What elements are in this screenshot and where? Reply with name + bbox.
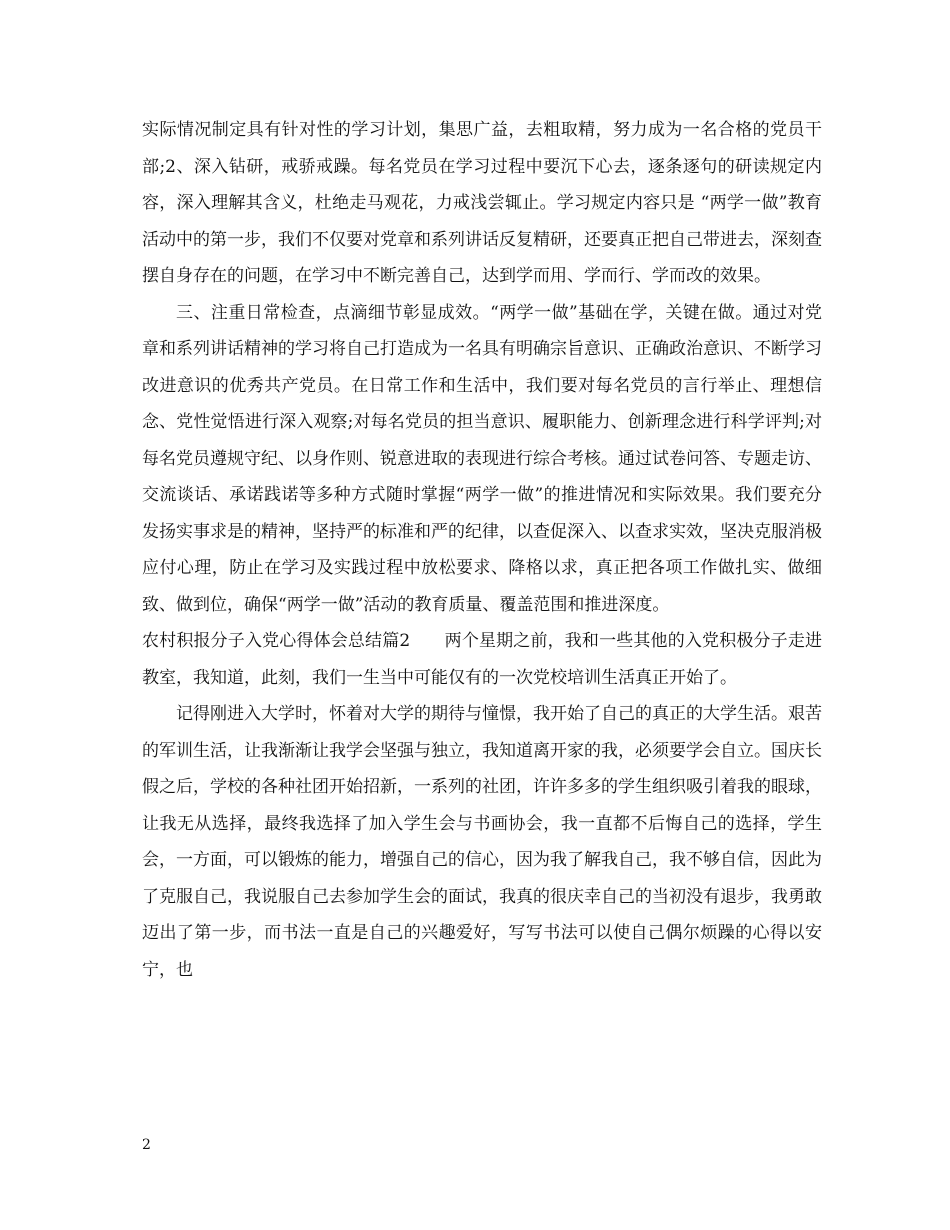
page-number: 2 [142,1137,151,1153]
paragraph-4: 记得刚进入大学时，怀着对大学的期待与憧憬，我开始了自己的真正的大学生活。艰苦的军训生活，让我渐渐让我学会坚强与独立，我知道离开家的我，必须要学会自立。国庆长假之后，学校的各种社团开始招新，一系列的社团，许许多多的学生组织吸引着我的眼球，让我无从选择，最终我选择了加入学生会与书画协会，我一直都不后悔自己的选择，学生会，一方面，可以锻炼的能力，增强自己的信心，因为我了解我自己，我不够自信，因此为了克服自己，我说服自己去参加学生会的面试，我真的很庆幸自己的当初没有退步，我勇敢迈出了第一步，而书法一直是自己的兴趣爱好，写写书法可以使自己偶尔烦躁的心得以安宁，也 [142,704,822,980]
paragraph-3-section-heading: 农村积报分子入党心得体会总结篇2 两个星期之前，我和一些其他的入党积极分子走进教室，我知道，此刻，我们一生当中可能仅有的一次党校培训生活真正开始了。 [142,631,822,688]
document-body [142,112,822,988]
paragraph-2: 三、注重日常检查，点滴细节彰显成效。“两学一做”基础在学，关键在做。通过对党章和系列讲话精神的学习将自己打造成为一名具有明确宗旨意识、正确政治意识、不断学习改进意识的优秀共产党员。在日常工作和生活中，我们要对每名党员的言行举止、理想信念、党性觉悟进行深入观察;对每名党员的担当意识、履职能力、创新理念进行科学评判;对每名党员遵规守纪、以身作则、锐意进取的表现进行综合考核。通过试卷问答、专题走访、交流谈话、承诺践诺等多种方式随时掌握“两学一做”的推进情况和实际效果。我们要充分发扬实事求是的精神，坚持严的标准和严的纪律，以查促深入、以查求实效，坚决克服消极应付心理，防止在学习及实践过程中放松要求、降格以求，真正把各项工作做扎实、做细致、做到位，确保“两学一做”活动的教育质量、覆盖范围和推进深度。 [142,302,822,615]
paragraph-1: 实际情况制定具有针对性的学习计划，集思广益，去粗取精，努力成为一名合格的党员干部;2、深入钻研，戒骄戒躁。每名党员在学习过程中要沉下心去，逐条逐句的研读规定内容，深入理解其含义，杜绝走马观花，力戒浅尝辄止。学习规定内容只是 “两学一做”教育活动中的第一步，我们不仅要对党章和系列讲话反复精研，还要真正把自己带进去，深刻查摆自身存在的问题，在学习中不断完善自己，达到学而用、学而行、学而改的效果。 [142,120,822,286]
